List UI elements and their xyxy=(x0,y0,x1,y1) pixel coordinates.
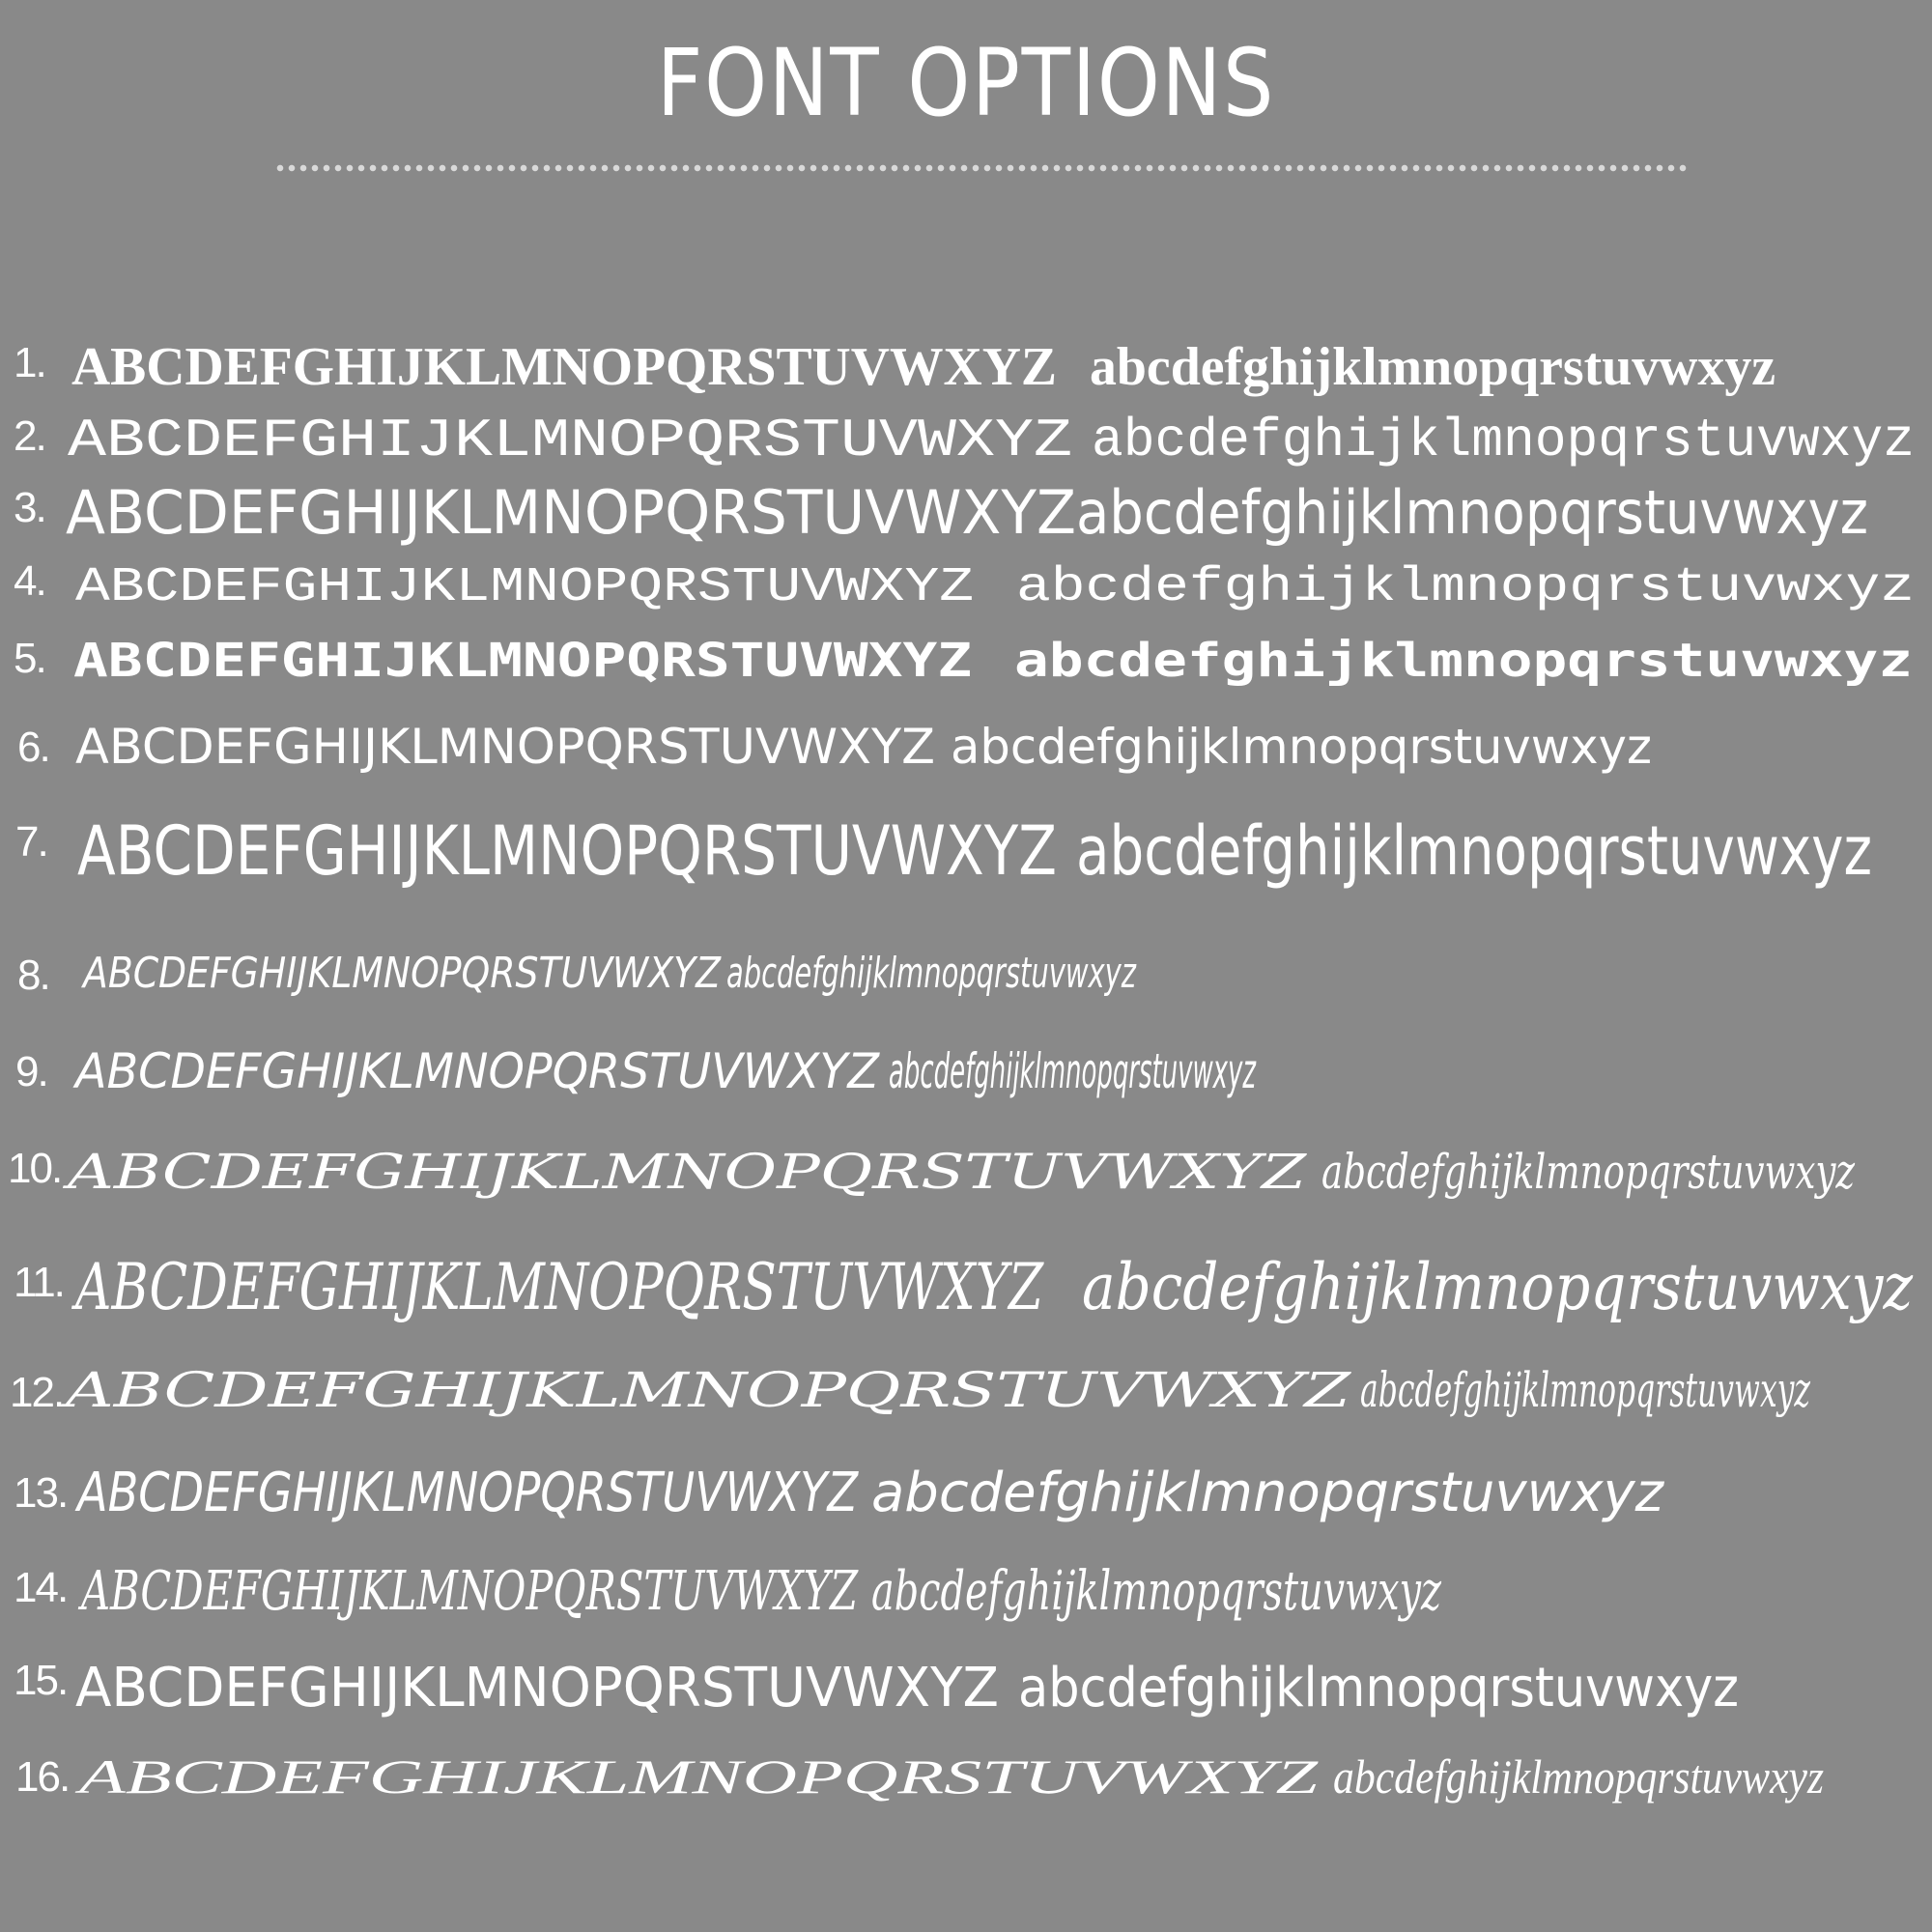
lowercase-alphabet: abcdefghijklmnopqrstuvwxyz xyxy=(951,719,1652,775)
lowercase-alphabet: abcdefghijklmnopqrstuvwxyz xyxy=(871,1560,1441,1623)
font-sample xyxy=(75,719,1652,775)
lowercase-alphabet: abcdefghijklmnopqrstuvwxyz xyxy=(889,1043,1256,1099)
font-sample xyxy=(75,1250,1913,1324)
font-option-number: 16. xyxy=(15,1753,70,1801)
font-sample xyxy=(75,1043,1256,1099)
font-sample xyxy=(68,410,1915,471)
font-option-number: 8. xyxy=(17,952,49,999)
lowercase-alphabet: abcdefghijklmnopqrstuvwxyz xyxy=(1090,337,1776,397)
font-sample xyxy=(81,1560,1441,1623)
page-title: FONT OPTIONS xyxy=(656,29,1276,137)
font-option-number: 4. xyxy=(14,557,45,605)
uppercase-alphabet: ABCDEFGHIJKLMNOPQRSTUVWXYZ xyxy=(75,1657,999,1719)
lowercase-alphabet: abcdefghijklmnopqrstuvwxyz xyxy=(1016,560,1915,615)
font-option-number: 14. xyxy=(14,1564,68,1611)
font-option-number: 13. xyxy=(14,1469,68,1517)
font-sample xyxy=(75,1657,1739,1719)
font-option-number: 11. xyxy=(14,1259,64,1306)
font-sample xyxy=(75,560,1915,615)
font-option-number: 12. xyxy=(10,1369,64,1416)
uppercase-alphabet: ABCDEFGHIJKLMNOPQRSTUVWXYZ xyxy=(75,1043,879,1099)
uppercase-alphabet: ABCDEFGHIJKLMNOPQRSTUVWXYZ xyxy=(71,337,1057,397)
uppercase-alphabet: ABCDEFGHIJKLMNOPQRSTUVWXYZ xyxy=(66,477,1076,548)
font-sample xyxy=(77,1462,1663,1524)
font-option-number: 6. xyxy=(17,724,49,771)
font-sample xyxy=(66,477,1868,548)
lowercase-alphabet: abcdefghijklmnopqrstuvwxyz xyxy=(1333,1749,1824,1804)
lowercase-alphabet: abcdefghijklmnopqrstuvwxyz xyxy=(1018,1657,1739,1719)
lowercase-alphabet: abcdefghijklmnopqrstuvwxyz xyxy=(1092,410,1915,471)
lowercase-alphabet: abcdefghijklmnopqrstuvwxyz xyxy=(1014,634,1913,688)
font-option-number: 3. xyxy=(14,484,45,531)
font-option-number: 10. xyxy=(8,1145,62,1192)
uppercase-alphabet: ABCDEFGHIJKLMNOPQRSTUVWXYZ xyxy=(75,1250,1043,1324)
font-option-number: 2. xyxy=(14,412,45,460)
font-option-number: 15. xyxy=(14,1657,68,1704)
uppercase-alphabet: ABCDEFGHIJKLMNOPQRSTUVWXYZ xyxy=(75,560,974,615)
lowercase-alphabet: abcdefghijklmnopqrstuvwxyz xyxy=(871,1462,1663,1524)
font-sample xyxy=(79,1749,1824,1804)
lowercase-alphabet: abcdefghijklmnopqrstuvwxyz xyxy=(1076,477,1868,548)
dotted-divider xyxy=(274,164,1690,172)
font-sample xyxy=(71,337,1776,397)
font-sample xyxy=(66,1362,1810,1418)
lowercase-alphabet: abcdefghijklmnopqrstuvwxyz xyxy=(726,949,1136,998)
font-sample xyxy=(68,1144,1855,1200)
uppercase-alphabet: ABCDEFGHIJKLMNOPQRSTUVWXYZ xyxy=(83,949,721,998)
font-sample xyxy=(77,811,1872,891)
font-option-number: 7. xyxy=(15,818,47,866)
uppercase-alphabet: ABCDEFGHIJKLMNOPQRSTUVWXYZ xyxy=(81,1560,858,1623)
uppercase-alphabet: ABCDEFGHIJKLMNOPQRSTUVWXYZ xyxy=(68,1144,1306,1200)
uppercase-alphabet: ABCDEFGHIJKLMNOPQRSTUVWXYZ xyxy=(66,1362,1350,1418)
lowercase-alphabet: abcdefghijklmnopqrstuvwxyz xyxy=(1076,811,1872,891)
lowercase-alphabet: abcdefghijklmnopqrstuvwxyz xyxy=(1321,1144,1855,1200)
uppercase-alphabet: ABCDEFGHIJKLMNOPQRSTUVWXYZ xyxy=(73,634,973,688)
uppercase-alphabet: ABCDEFGHIJKLMNOPQRSTUVWXYZ xyxy=(68,410,1072,471)
uppercase-alphabet: ABCDEFGHIJKLMNOPQRSTUVWXYZ xyxy=(77,811,1057,891)
lowercase-alphabet: abcdefghijklmnopqrstuvwxyz xyxy=(1360,1362,1810,1418)
uppercase-alphabet: ABCDEFGHIJKLMNOPQRSTUVWXYZ xyxy=(75,719,936,775)
font-sample xyxy=(83,949,1136,998)
uppercase-alphabet: ABCDEFGHIJKLMNOPQRSTUVWXYZ xyxy=(79,1749,1318,1804)
uppercase-alphabet: ABCDEFGHIJKLMNOPQRSTUVWXYZ xyxy=(77,1462,858,1524)
font-sample xyxy=(73,634,1913,688)
font-option-number: 1. xyxy=(14,339,45,386)
lowercase-alphabet: abcdefghijklmnopqrstuvwxyz xyxy=(1082,1250,1913,1324)
font-option-number: 9. xyxy=(15,1048,47,1095)
font-option-number: 5. xyxy=(14,635,45,682)
